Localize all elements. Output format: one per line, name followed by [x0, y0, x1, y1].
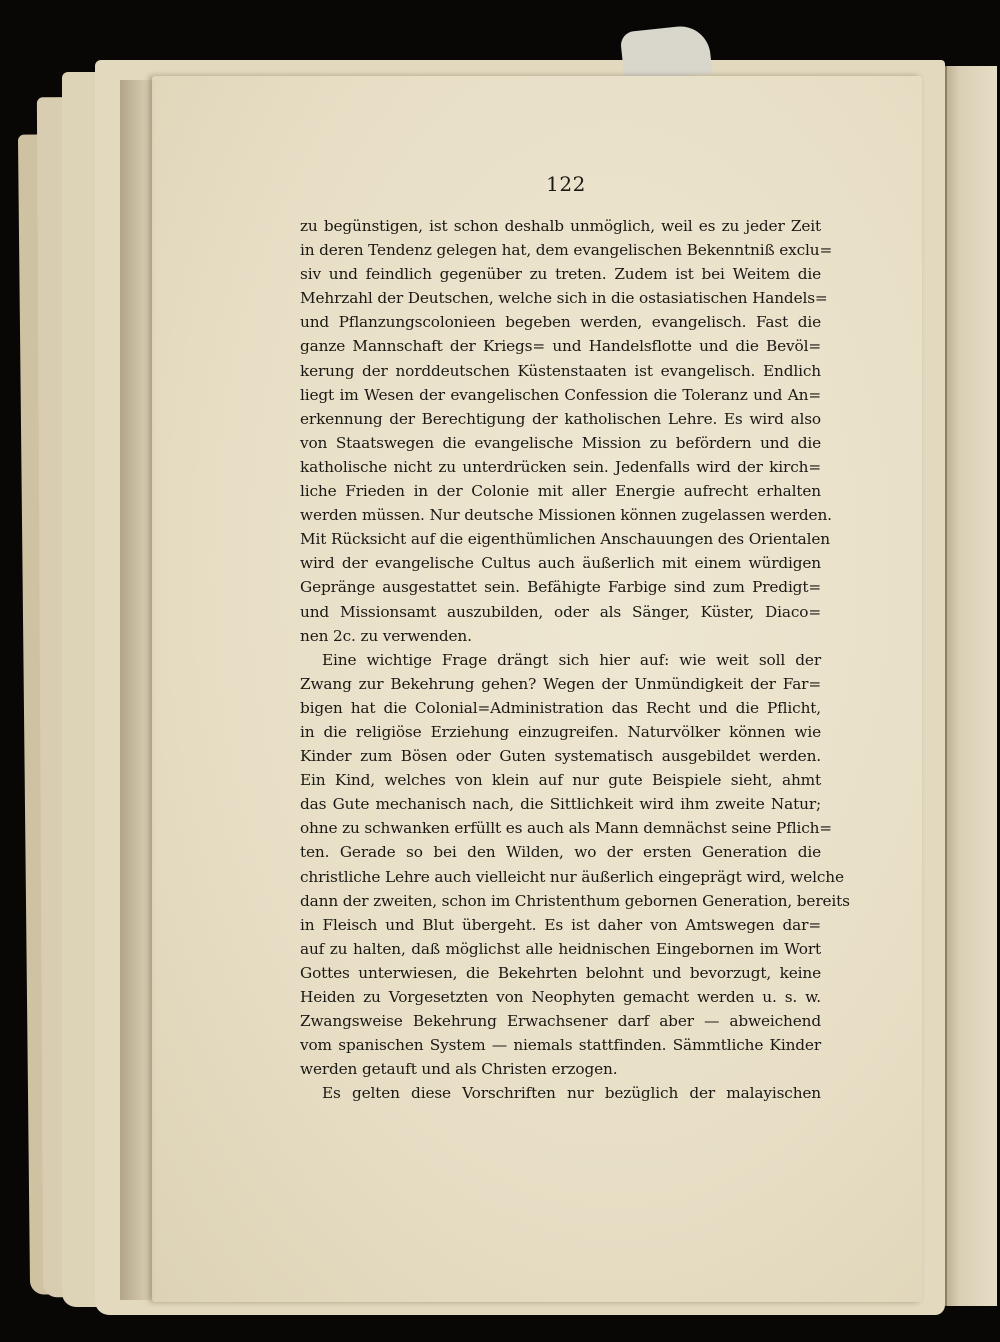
text-line: christliche Lehre auch vielleicht nur äußerlich eingeprägt wird, welche — [300, 867, 844, 886]
torn-paper-fragment — [620, 24, 713, 83]
binding-shadow — [120, 80, 156, 1300]
text-line: Gepränge ausgestattet sein. Befähigte Farbige sind zum Predigt= — [300, 578, 821, 597]
adjacent-page — [945, 66, 997, 1306]
text-line: werden getauft und als Christen erzogen. — [300, 1060, 618, 1079]
text-line: Zwang zur Bekehrung gehen? Wegen der Unmündigkeit der Far= — [300, 674, 821, 693]
text-line: siv und feindlich gegenüber zu treten. Zudem ist bei Weitem die — [300, 265, 821, 284]
text-line: katholische nicht zu unterdrücken sein. Jedenfalls wird der kirch= — [300, 457, 821, 476]
text-line: Eine wichtige Frage drängt sich hier auf: wie weit soll der — [322, 650, 821, 669]
text-line: in die religiöse Erziehung einzugreifen. Naturvölker können wie — [300, 722, 821, 741]
text-line: und Pflanzungscolonieen begeben werden, evangelisch. Fast die — [300, 313, 821, 332]
text-line: Kinder zum Bösen oder Guten systematisch ausgebildet werden. — [300, 747, 821, 766]
text-line: Es gelten diese Vorschriften nur bezüglich der malayischen — [322, 1084, 821, 1103]
text-line: ohne zu schwanken erfüllt es auch als Mann demnächst seine Pflich= — [300, 819, 832, 838]
text-line: nen 2c. zu verwenden. — [300, 626, 472, 645]
text-line: in Fleisch und Blut übergeht. Es ist daher von Amtswegen dar= — [300, 915, 821, 934]
text-line: ten. Gerade so bei den Wilden, wo der ersten Generation die — [300, 843, 821, 862]
text-line: werden müssen. Nur deutsche Missionen können zugelassen werden. — [300, 506, 832, 525]
text-line: kerung der norddeutschen Küstenstaaten ist evangelisch. Endlich — [300, 361, 821, 380]
text-line: erkennung der Berechtigung der katholischen Lehre. Es wird also — [300, 409, 821, 428]
text-line: das Gute mechanisch nach, die Sittlichkeit wird ihm zweite Natur; — [300, 795, 821, 814]
text-line: vom spanischen System — niemals stattfinden. Sämmtliche Kinder — [300, 1036, 821, 1055]
text-line: Heiden zu Vorgesetzten von Neophyten gemacht werden u. s. w. — [300, 988, 821, 1006]
text-line: Gottes unterwiesen, die Bekehrten belohnt und bevorzugt, keine — [300, 963, 821, 982]
text-line: bigen hat die Colonial=Administration das Recht und die Pflicht, — [300, 698, 821, 717]
text-line: liche Frieden in der Colonie mit aller Energie aufrecht erhalten — [300, 482, 821, 501]
text-line: zu begünstigen, ist schon deshalb unmöglich, weil es zu jeder Zeit — [300, 217, 821, 235]
page-number: 122 — [546, 172, 586, 196]
text-line: Mit Rücksicht auf die eigenthümlichen Anschauungen des Orientalen — [300, 530, 830, 549]
text-line: Ein Kind, welches von klein auf nur gute Beispiele sieht, ahmt — [300, 771, 821, 790]
text-line: dann der zweiten, schon im Christenthum gebornen Generation, bereits — [300, 891, 850, 910]
text-line: wird der evangelische Cultus auch äußerlich mit einem würdigen — [300, 554, 821, 573]
text-line: Zwangsweise Bekehrung Erwachsener darf aber — abweichend — [300, 1012, 821, 1031]
text-line: in deren Tendenz gelegen hat, dem evangelischen Bekenntniß exclu= — [300, 241, 833, 260]
text-line: Mehrzahl der Deutschen, welche sich in die ostasiatischen Handels= — [300, 289, 828, 308]
text-line: von Staatswegen die evangelische Mission zu befördern und die — [300, 433, 821, 452]
text-line: ganze Mannschaft der Kriegs= und Handelsflotte und die Bevöl= — [300, 337, 821, 356]
body-text — [300, 214, 850, 1105]
text-line: liegt im Wesen der evangelischen Confession die Toleranz und An= — [300, 385, 821, 404]
text-line: und Missionsamt auszubilden, oder als Sänger, Küster, Diaco= — [300, 602, 821, 621]
text-line: auf zu halten, daß möglichst alle heidnischen Eingebornen im Wort — [300, 939, 821, 958]
